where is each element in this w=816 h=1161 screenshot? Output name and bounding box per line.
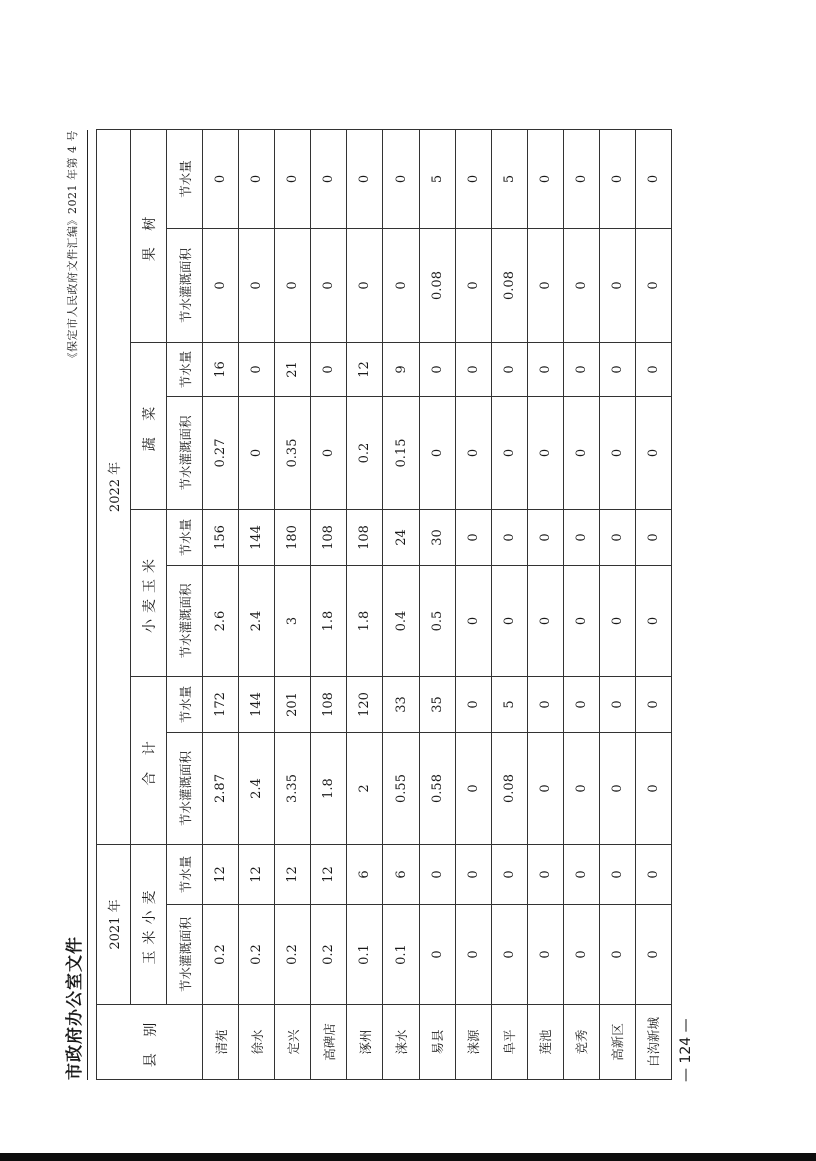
table-cell: 0 (275, 229, 311, 343)
table-cell: 0 (311, 129, 347, 228)
table-cell: 0 (491, 397, 527, 510)
subheader-water: 节水量 (167, 845, 203, 905)
table-cell: 0.1 (383, 905, 419, 1005)
table-row (383, 129, 419, 1079)
table-cell: 0 (455, 905, 491, 1005)
table-cell: 0 (599, 510, 635, 566)
table-cell: 144 (239, 677, 275, 733)
table-cell: 12 (239, 845, 275, 905)
table-cell: 0 (239, 343, 275, 397)
table-cell: 0 (563, 397, 599, 510)
table-cell: 0 (491, 905, 527, 1005)
table-cell: 0.2 (275, 905, 311, 1005)
table-cell: 35 (419, 677, 455, 733)
county-name: 涿州 (347, 1005, 383, 1080)
table-row (527, 129, 563, 1079)
table-cell: 0 (599, 343, 635, 397)
table-cell: 0 (527, 845, 563, 905)
table-cell: 0 (563, 229, 599, 343)
table-cell: 0 (599, 905, 635, 1005)
table-cell: 0 (527, 129, 563, 228)
table-cell: 0 (491, 845, 527, 905)
table-cell: 5 (491, 129, 527, 228)
county-name: 莲池 (527, 1005, 563, 1080)
table-cell: 0 (419, 397, 455, 510)
table-cell: 0.4 (383, 566, 419, 677)
table-cell: 0.35 (275, 397, 311, 510)
table-cell: 0.58 (419, 733, 455, 845)
table-cell: 0 (527, 566, 563, 677)
table-cell: 0 (455, 845, 491, 905)
table-cell: 0 (527, 343, 563, 397)
header-publication: 《保定市人民政府文件汇编》2021 年第 4 号 (66, 130, 79, 364)
scan-bottom-edge (0, 1153, 816, 1161)
county-name: 白沟新城 (635, 1005, 671, 1080)
table-cell: 0 (419, 845, 455, 905)
table-cell: 0 (383, 229, 419, 343)
table-cell: 0 (491, 343, 527, 397)
table-cell: 0 (635, 397, 671, 510)
county-name: 阜平 (491, 1005, 527, 1080)
table-cell: 1.8 (347, 566, 383, 677)
table-cell: 0 (599, 397, 635, 510)
table-cell: 0 (635, 566, 671, 677)
rotated-page (60, 130, 750, 1080)
county-name: 徐水 (239, 1005, 275, 1080)
table-cell: 5 (491, 677, 527, 733)
table-cell: 6 (347, 845, 383, 905)
subheader-water: 节水量 (167, 510, 203, 566)
table-cell: 3 (275, 566, 311, 677)
table-cell: 0 (239, 397, 275, 510)
table-cell: 0 (527, 733, 563, 845)
table-cell: 0 (455, 566, 491, 677)
table-cell: 0 (599, 129, 635, 228)
county-name: 涞源 (455, 1005, 491, 1080)
table-cell: 0 (239, 229, 275, 343)
subheader-area: 节水灌溉面积 (167, 229, 203, 343)
table-cell: 0 (491, 566, 527, 677)
table-cell: 0 (635, 733, 671, 845)
table-cell: 0 (527, 510, 563, 566)
table-cell: 0 (203, 129, 239, 228)
table-row (203, 129, 239, 1079)
table-cell: 0.2 (239, 905, 275, 1005)
subheader-area: 节水灌溉面积 (167, 733, 203, 845)
header-row-sub (167, 129, 203, 1079)
county-header: 县 别 (97, 1005, 203, 1080)
table-cell: 21 (275, 343, 311, 397)
county-name: 竞秀 (563, 1005, 599, 1080)
table-cell: 0 (455, 733, 491, 845)
table-cell: 12 (347, 343, 383, 397)
table-cell: 0 (275, 129, 311, 228)
table-cell: 0 (455, 129, 491, 228)
subheader-water: 节水量 (167, 677, 203, 733)
table-cell: 0.2 (203, 905, 239, 1005)
table-cell: 0 (599, 845, 635, 905)
table-cell: 2 (347, 733, 383, 845)
table-cell: 0.08 (491, 733, 527, 845)
table-cell: 30 (419, 510, 455, 566)
table-row (275, 129, 311, 1079)
table-row (419, 129, 455, 1079)
header-row-year (97, 129, 131, 1079)
table-cell: 172 (203, 677, 239, 733)
table-cell: 0 (563, 566, 599, 677)
table-row (599, 129, 635, 1079)
table-cell: 0.27 (203, 397, 239, 510)
table-cell: 0 (599, 677, 635, 733)
table-cell: 0 (311, 397, 347, 510)
table-cell: 0 (635, 510, 671, 566)
table-cell: 0 (419, 905, 455, 1005)
table-cell: 2.4 (239, 733, 275, 845)
county-name: 定兴 (275, 1005, 311, 1080)
table-cell: 0 (635, 845, 671, 905)
table-cell: 2.6 (203, 566, 239, 677)
table-cell: 180 (275, 510, 311, 566)
table-cell: 16 (203, 343, 239, 397)
table-cell: 0 (527, 397, 563, 510)
table-cell: 0 (239, 129, 275, 228)
table-cell: 1.8 (311, 733, 347, 845)
county-name: 高碑店 (311, 1005, 347, 1080)
table-cell: 0 (527, 677, 563, 733)
group-header: 蔬 菜 (131, 343, 167, 510)
table-cell: 108 (311, 510, 347, 566)
table-cell: 108 (311, 677, 347, 733)
table-cell: 0 (347, 129, 383, 228)
table-row (491, 129, 527, 1079)
table-cell: 12 (275, 845, 311, 905)
table-cell: 0 (491, 510, 527, 566)
table-cell: 3.35 (275, 733, 311, 845)
table-cell: 0 (563, 129, 599, 228)
table-cell: 0 (527, 905, 563, 1005)
table-cell: 0 (563, 905, 599, 1005)
year-2022-header: 2022 年 (97, 129, 131, 844)
group-header: 玉米小麦 (131, 845, 167, 1005)
table-cell: 0 (455, 677, 491, 733)
table-cell: 0 (563, 343, 599, 397)
table-cell: 0 (527, 229, 563, 343)
table-cell: 2.87 (203, 733, 239, 845)
page-number: — 124 — (678, 1018, 694, 1082)
group-header: 合 计 (131, 677, 167, 845)
subheader-area: 节水灌溉面积 (167, 905, 203, 1005)
table-cell: 0 (563, 510, 599, 566)
group-header: 果 树 (131, 129, 167, 342)
table-row (347, 129, 383, 1079)
table-cell: 0 (635, 229, 671, 343)
table-cell: 0 (455, 510, 491, 566)
table-cell: 0 (563, 733, 599, 845)
table-cell: 0 (635, 129, 671, 228)
table-cell: 9 (383, 343, 419, 397)
subheader-area: 节水灌溉面积 (167, 397, 203, 510)
table-cell: 0.55 (383, 733, 419, 845)
table-cell: 0 (635, 677, 671, 733)
county-name: 易县 (419, 1005, 455, 1080)
table-cell: 24 (383, 510, 419, 566)
county-name: 高新区 (599, 1005, 635, 1080)
table-cell: 5 (419, 129, 455, 228)
group-header: 小麦玉米 (131, 510, 167, 677)
subheader-area: 节水灌溉面积 (167, 566, 203, 677)
table-cell: 0 (347, 229, 383, 343)
table-cell: 6 (383, 845, 419, 905)
water-saving-table (96, 129, 672, 1080)
table-cell: 0 (311, 229, 347, 343)
table-cell: 0.08 (491, 229, 527, 343)
table-cell: 33 (383, 677, 419, 733)
table-cell: 0 (311, 343, 347, 397)
table-cell: 0 (455, 343, 491, 397)
header-title: 市政府办公室文件 (65, 936, 85, 1080)
table-row (455, 129, 491, 1079)
table-cell: 0.2 (311, 905, 347, 1005)
table-cell: 0 (563, 845, 599, 905)
table-cell: 120 (347, 677, 383, 733)
table-row (311, 129, 347, 1079)
subheader-water: 节水量 (167, 343, 203, 397)
table-cell: 0 (419, 343, 455, 397)
table-cell: 0 (455, 229, 491, 343)
county-name: 涞水 (383, 1005, 419, 1080)
header-rule (87, 130, 88, 1080)
table-cell: 0.08 (419, 229, 455, 343)
table-cell: 1.8 (311, 566, 347, 677)
header-row-group (131, 129, 167, 1079)
table-row (239, 129, 275, 1079)
table-cell: 0 (563, 677, 599, 733)
table-cell: 12 (203, 845, 239, 905)
table-cell: 12 (311, 845, 347, 905)
table-cell: 156 (203, 510, 239, 566)
table-cell: 0 (203, 229, 239, 343)
subheader-water: 节水量 (167, 129, 203, 228)
table-cell: 144 (239, 510, 275, 566)
table-cell: 0 (599, 733, 635, 845)
table-cell: 201 (275, 677, 311, 733)
table-cell: 108 (347, 510, 383, 566)
table-cell: 0 (383, 129, 419, 228)
table-cell: 0.2 (347, 397, 383, 510)
table-cell: 0 (455, 397, 491, 510)
table-cell: 0 (635, 343, 671, 397)
table-cell: 0 (635, 905, 671, 1005)
table-cell: 0.5 (419, 566, 455, 677)
table-row (635, 129, 671, 1079)
table-cell: 2.4 (239, 566, 275, 677)
table-cell: 0 (599, 229, 635, 343)
table-cell: 0.1 (347, 905, 383, 1005)
table-cell: 0 (599, 566, 635, 677)
county-name: 清苑 (203, 1005, 239, 1080)
table-cell: 0.15 (383, 397, 419, 510)
table-row (563, 129, 599, 1079)
year-2021-header: 2021 年 (97, 845, 131, 1005)
